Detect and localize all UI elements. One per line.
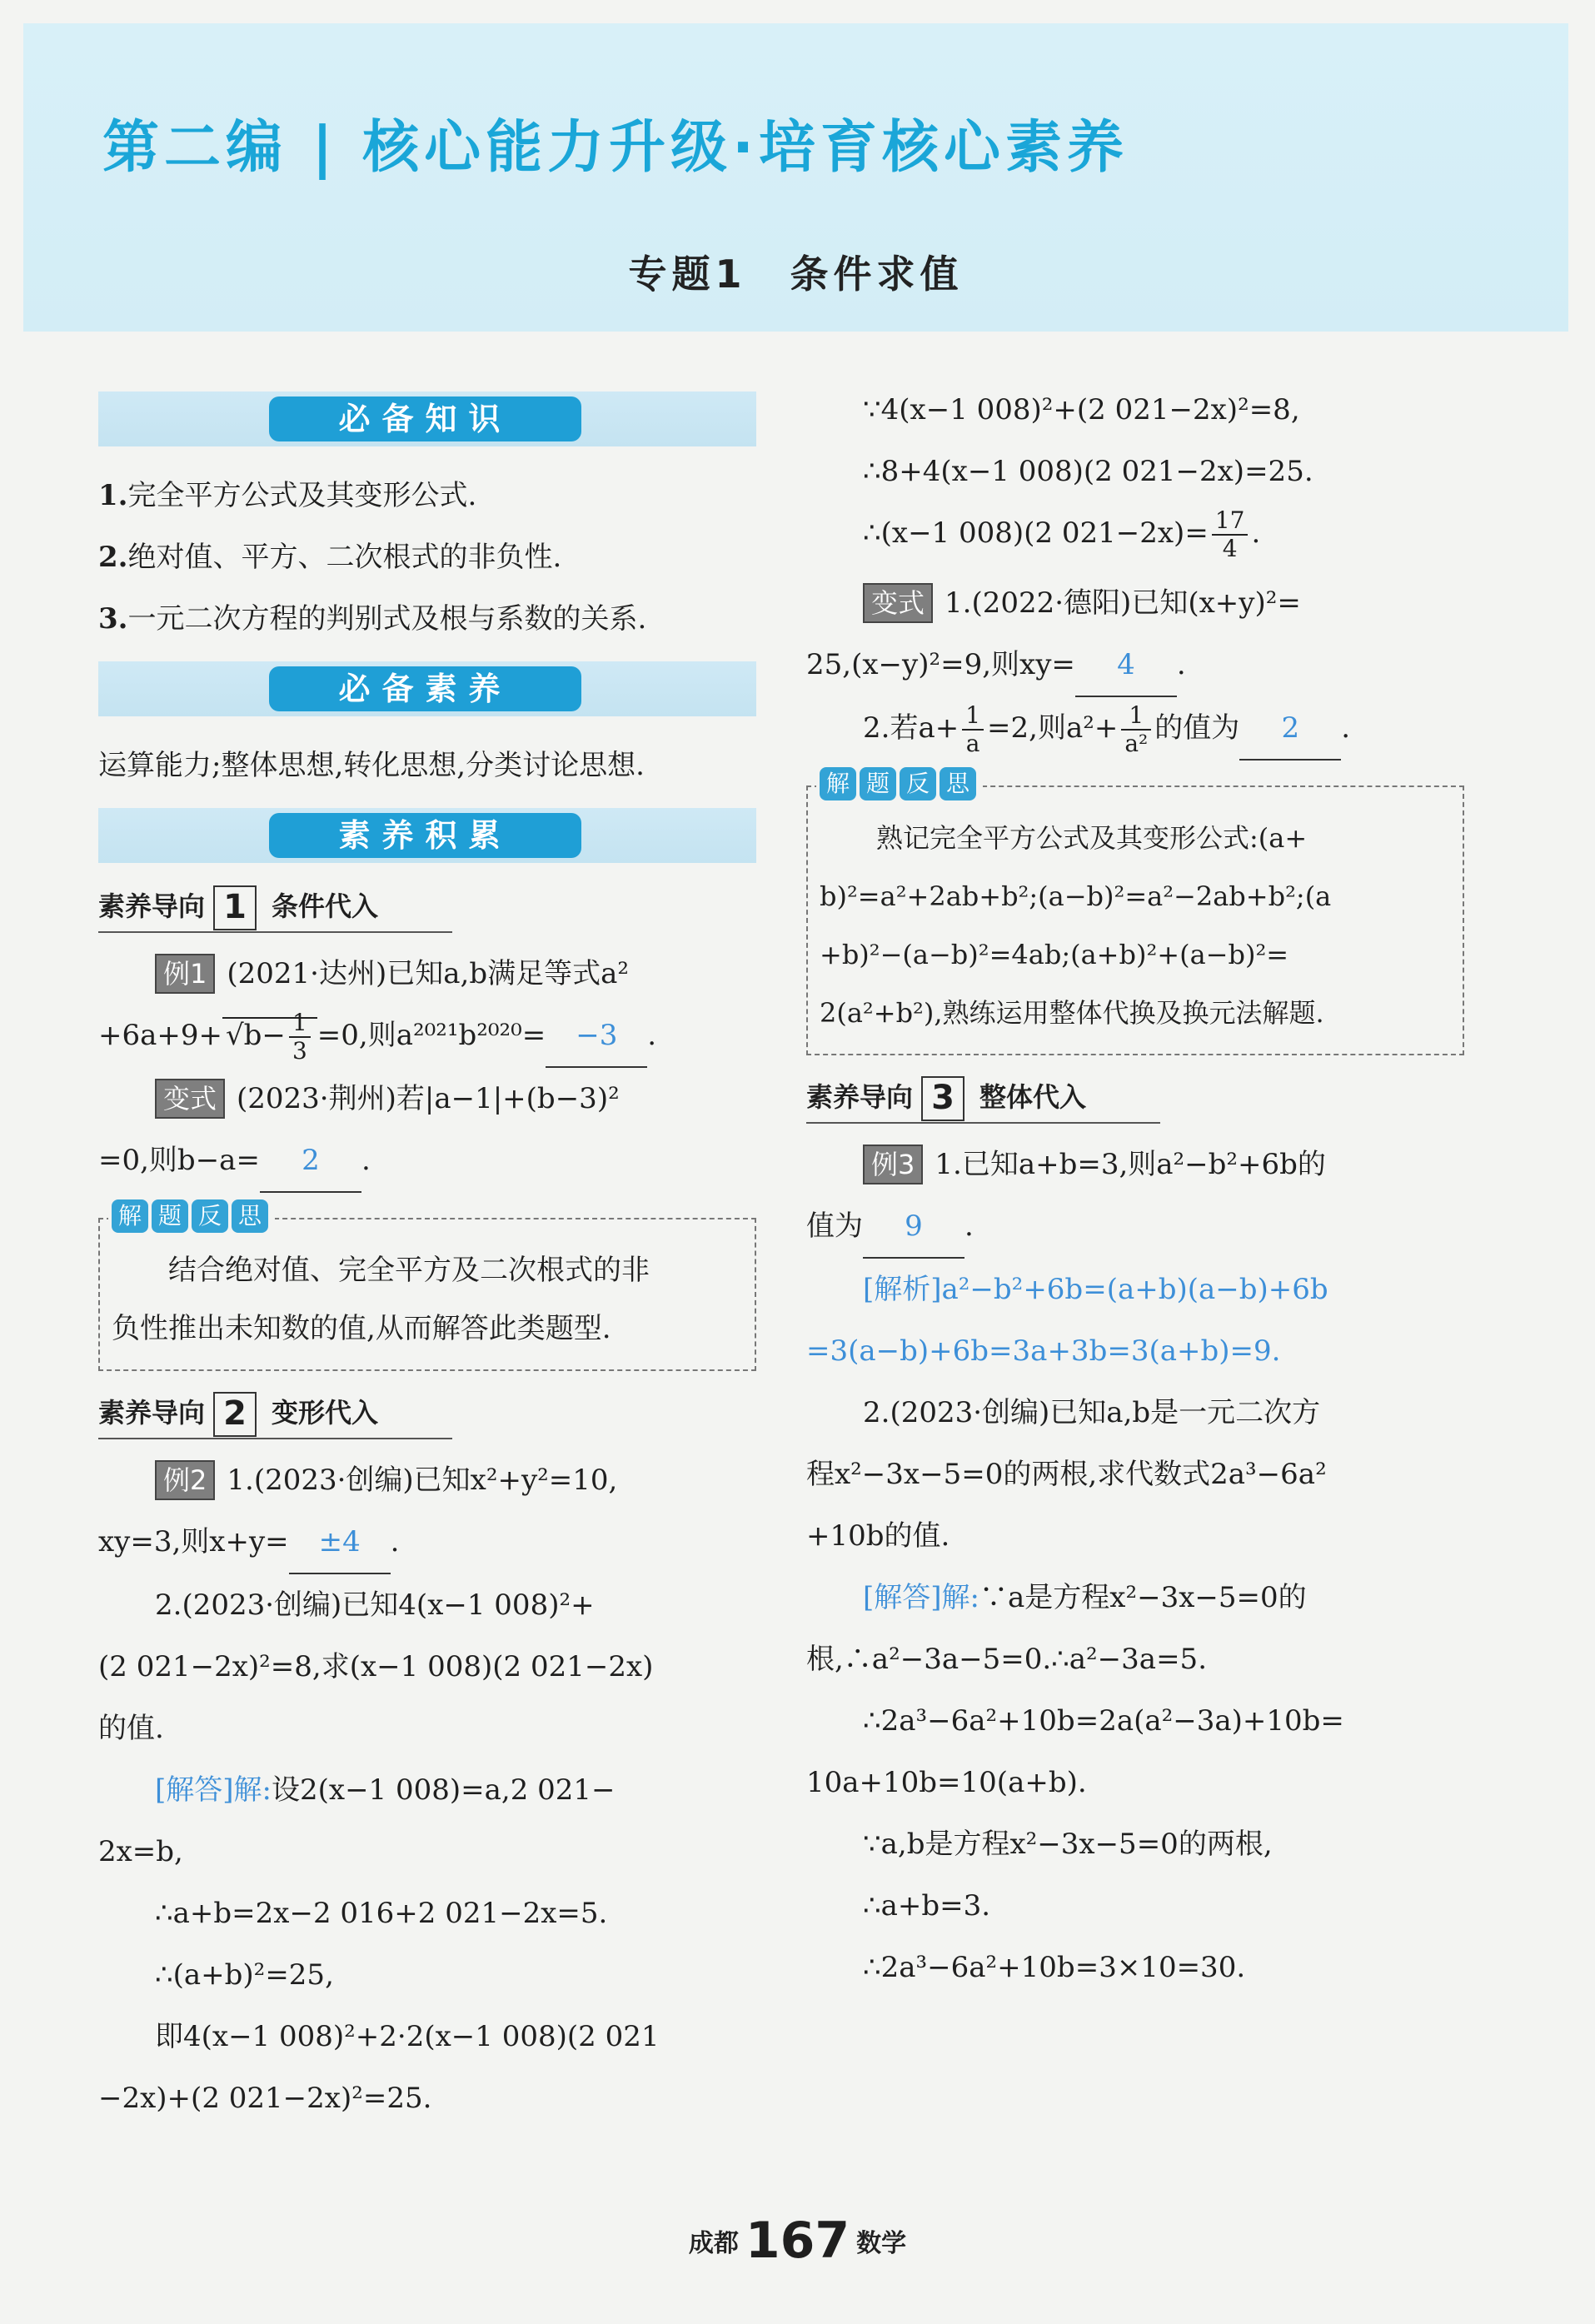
analysis-line: [解析]a²−b²+6b=(a+b)(a−b)+6b (863, 1273, 1328, 1306)
example-tag: 例1 (155, 954, 215, 994)
guide-heading-3: 素养导向 3 整体代入 (806, 1072, 1160, 1124)
section-band-literacy (98, 661, 756, 716)
reflection-label: 解 题 反 思 (816, 767, 983, 800)
variant-2-line: 变式 1.(2022·德阳)已知(x+y)²= (806, 572, 1464, 634)
literacy-text: 运算能力;整体思想,转化思想,分类讨论思想. (98, 749, 645, 782)
example-2-line: xy=3,则x+y= ±4 . (98, 1511, 756, 1574)
section-band-knowledge (98, 391, 756, 446)
section-band-accumulate (98, 808, 756, 863)
answer-blank: ±4 (289, 1511, 391, 1574)
example-2-line: 例2 1.(2023·创编)已知x²+y²=10, (98, 1449, 756, 1511)
page-footer (0, 2212, 1595, 2270)
solution-line: [解答]解:设2(x−1 008)=a,2 021− (155, 1773, 616, 1807)
variant-1-line: 变式 (2023·荆州)若|a−1|+(b−3)² (98, 1068, 756, 1130)
knowledge-item: 2.绝对值、平方、二次根式的非负性. (98, 541, 562, 574)
analysis-label: [解析] (863, 1273, 942, 1306)
solution-line: [解答]解:∵a是方程x²−3x−5=0的 (863, 1581, 1307, 1614)
section-title-literacy: 必备素养 (269, 666, 581, 711)
answer-blank: 9 (863, 1195, 964, 1259)
section-title-accumulate: 素养积累 (269, 813, 581, 858)
solution-label: [解答] (155, 1773, 234, 1807)
example-1-line: 例1 (2021·达州)已知a,b满足等式a² (98, 943, 756, 1005)
part-title: 第二编 | 核心能力升级·培育核心素养 (102, 115, 1129, 181)
answer-blank: 4 (1075, 634, 1177, 697)
variant-2-line: 2.若a+ $\frac{1}{a}$ =2,则a²+ $\frac{1}{\text{a²}}$ 的值为 2 . (806, 697, 1464, 761)
variant-1-line: =0,则b−a= 2 . (98, 1130, 756, 1193)
result-line: ∴(x−1 008)(2 021−2x)= $\frac{17}{4}$ . (863, 506, 1261, 562)
answer-blank: 2 (1239, 697, 1341, 761)
example-3-line: 值为 9 . (806, 1195, 1464, 1259)
example-1-line: +6a+9+ √b− $\frac{1}{3}$ =0,则a²⁰²¹b²⁰²⁰= −3 . (98, 1005, 756, 1068)
solution-label: [解答] (863, 1581, 942, 1614)
footer-subject: 数学 (856, 2229, 907, 2258)
page-number: 167 (745, 2212, 850, 2270)
header-banner (23, 23, 1568, 332)
guide-heading-1: 素养导向 1 条件代入 (98, 881, 452, 933)
example-tag: 例2 (155, 1460, 215, 1500)
left-column: 必备知识 1.完全平方公式及其变形公式. 2.绝对值、平方、二次根式的非负性. 3.一元二次方程的判别式及根与系数的关系. 必备素养 运算能力;整体思想,转化思想,分类讨论思想. 素养积累 素养导向 1 条件代入 例1 (2021·达州)已知a,b满足等式a² +6a+9+ √b− $\frac{1}{3}$ =0,则a²⁰²¹b²⁰²⁰= −3 . 变式 (2023·荆州)若|a−1|+(b−3)² =0,则b−a= 2 . 解 题 反 思 结合绝对值、完全平方及二次根式的非 负性推出未知数的值,从而解答此类题型. 素养导向 2 变形代入 例2 1.(2023·创编)已知x²+y²=10, xy=3,则x+y= ±4 . 2.(2023·创编)已知4(x−1 008)²+ (2 021−2x)²=8,求(x−1 008)(2 021−2x) 的值. [解答]解:设2(x−1 008)=a,2 021− 2x=b, ∴a+b=2x−2 016+2 021−2x=5. ∴(a+b)²=25, 即4(x−1 008)²+2·2(x−1 008)(2 021 −2x)+(2 021−2x)²=25. (98, 391, 756, 2129)
variant-tag: 变式 (863, 583, 933, 623)
reflection-label: 解 题 反 思 (108, 1199, 275, 1233)
variant-tag: 变式 (155, 1079, 225, 1119)
knowledge-item: 1.完全平方公式及其变形公式. (98, 479, 477, 512)
example-3-line: 例3 1.已知a+b=3,则a²−b²+6b的 (806, 1134, 1464, 1195)
reflection-box-2: 解 题 反 思 熟记完全平方公式及其变形公式:(a+ b)²=a²+2ab+b²;(a−b)²=a²−2ab+b²;(a +b)²−(a−b)²=4ab;(a+b)²+(a−b)²= 2(a²+b²),熟练运用整体代换及换元法解题. (806, 785, 1464, 1055)
section-title-knowledge: 必备知识 (269, 396, 581, 441)
right-column: ∵4(x−1 008)²+(2 021−2x)²=8, ∴8+4(x−1 008)(2 021−2x)=25. ∴(x−1 008)(2 021−2x)= $\frac{17}{4}$ . 变式 1.(2022·德阳)已知(x+y)²= 25,(x−y)²=9,则xy= 4 . 2.若a+ $\frac{1}{a}$ =2,则a²+ $\frac{1}{\text{a²}}$ 的值为 2 . 解 题 反 思 熟记完全平方公式及其变形公式:(a+ b)²=a²+2ab+b²;(a−b)²=a²−2ab+b²;(a +b)²−(a−b)²=4ab;(a+b)²+(a−b)²= 2(a²+b²),熟练运用整体代换及换元法解题. 素养导向 3 整体代入 例3 1.已知a+b=3,则a²−b²+6b的 值为 9 . [解析]a²−b²+6b=(a+b)(a−b)+6b =3(a−b)+6b=3a+3b=3(a+b)=9. 2.(2023·创编)已知a,b是一元二次方 程x²−3x−5=0的两根,求代数式2a³−6a² +10b的值. [解答]解:∵a是方程x²−3x−5=0的 根,∴a²−3a−5=0.∴a²−3a=5. ∴2a³−6a²+10b=2a(a²−3a)+10b= 10a+10b=10(a+b). ∵a,b是方程x²−3x−5=0的两根, ∴a+b=3. ∴2a³−6a²+10b=3×10=30. (806, 379, 1464, 1998)
answer-blank: 2 (260, 1130, 361, 1193)
footer-city: 成都 (688, 2229, 739, 2258)
knowledge-item: 3.一元二次方程的判别式及根与系数的关系. (98, 602, 647, 636)
answer-blank: −3 (546, 1005, 647, 1068)
topic-title: 专题1 条件求值 (628, 252, 964, 297)
example-tag: 例3 (863, 1145, 923, 1184)
variant-2-line: 25,(x−y)²=9,则xy= 4 . (806, 634, 1464, 697)
reflection-box-1: 解 题 反 思 结合绝对值、完全平方及二次根式的非 负性推出未知数的值,从而解答此类题型. (98, 1218, 756, 1371)
guide-heading-2: 素养导向 2 变形代入 (98, 1388, 452, 1439)
